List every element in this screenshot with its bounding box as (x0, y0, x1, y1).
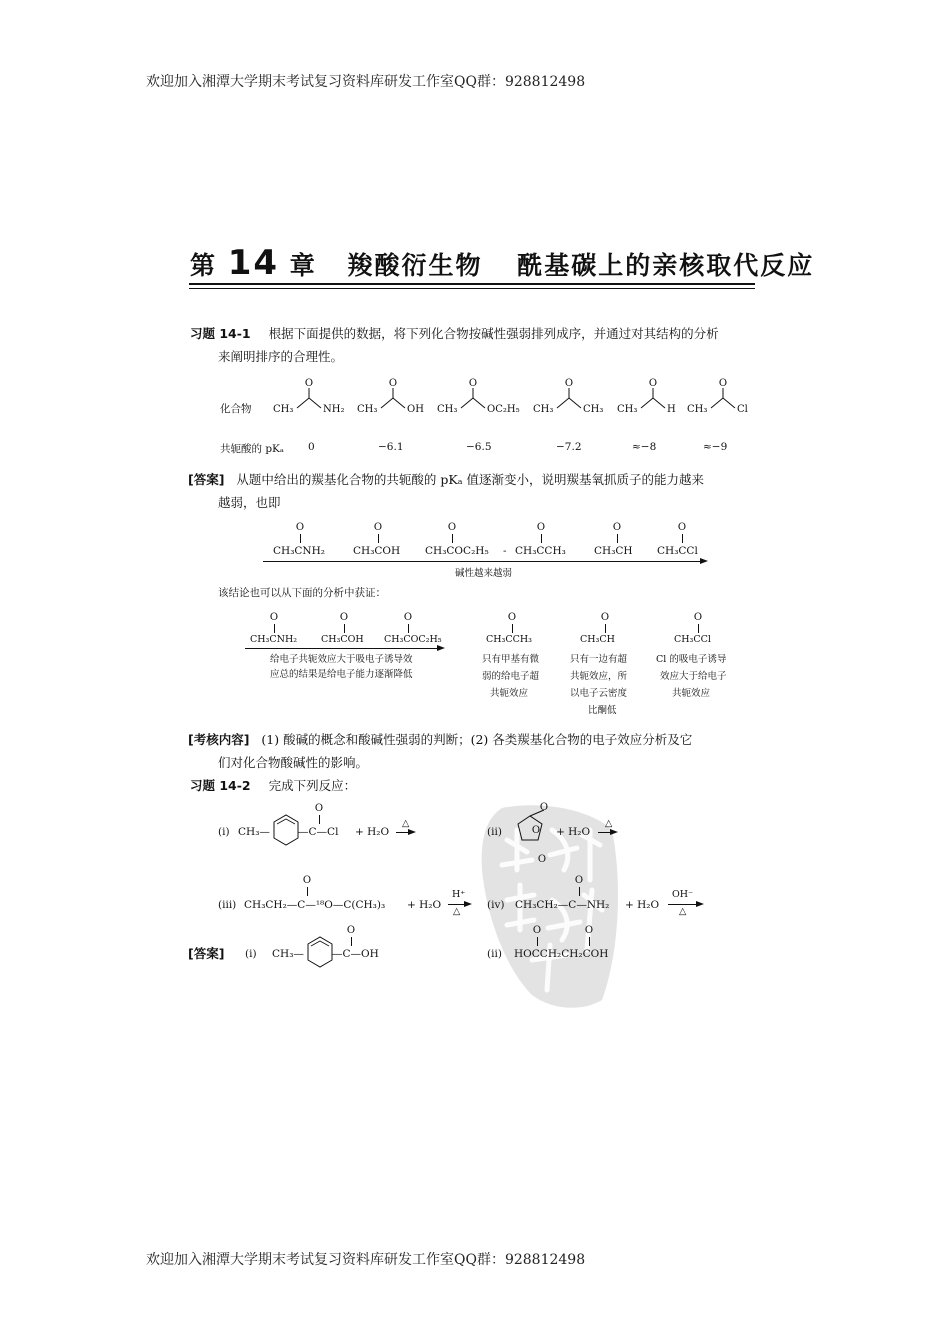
compound-2-right: OH (407, 404, 424, 415)
chapter-number: 14 (227, 243, 280, 283)
group2-oxygen: O (507, 612, 517, 623)
order-arrow-line (263, 561, 703, 562)
compound-1-right: NH₂ (323, 404, 345, 415)
order-bond-3 (452, 534, 453, 543)
answer-ii-oxygen-2: O (584, 925, 594, 936)
oxygen-label-1: O (304, 378, 314, 389)
answer-i-left: CH₃— (272, 948, 304, 960)
answer-i-oxygen: O (346, 925, 356, 936)
oxygen-label-6: O (718, 378, 728, 389)
bond-zigzag-2 (381, 398, 405, 408)
anhydride-oxygen-bottom: O (537, 854, 547, 865)
chapter-title (190, 243, 814, 283)
bond-zigzag-6 (711, 398, 735, 408)
order-oxygen-4: O (536, 522, 546, 533)
reaction-i-left: CH₃— (238, 826, 270, 838)
bond-zigzag-1 (297, 398, 321, 408)
answer-i-bond (351, 937, 352, 946)
answer-14-1-text2: 越弱，也即 (218, 495, 281, 510)
answer-14-2-label-text: [答案] (188, 946, 225, 961)
group3-oxygen: O (600, 612, 610, 623)
group1-bond-2 (344, 624, 345, 633)
exercise-14-1-line1 (190, 322, 719, 345)
group2-note-3: 共轭效应 (490, 688, 529, 699)
group3-note-1: 只有一边有超 (570, 654, 628, 665)
order-compound-4: CH₃CCH₃ (515, 545, 566, 557)
order-separator: - (503, 545, 507, 557)
reaction-iii-oxygen: O (302, 875, 312, 886)
group2-formula: CH₃CCH₃ (486, 634, 532, 645)
group4-oxygen: O (693, 612, 703, 623)
compound-5-right: H (667, 404, 676, 415)
answer-14-1-label: [答案] (188, 472, 225, 487)
group1-bond-3 (408, 624, 409, 633)
group2-bond (512, 624, 513, 633)
compound-4-left: CH₃ (533, 404, 554, 415)
exam-content-text1: (1) 酸碱的概念和酸碱性强弱的判断；(2) 各类羰基化合物的电子效应分析及它 (261, 732, 693, 747)
reaction-iv-bond (579, 887, 580, 896)
group3-note-3: 以电子云密度 (570, 688, 628, 699)
exercise-14-1-label: 习题 14-1 (190, 326, 251, 341)
reaction-i-right: —C—Cl (298, 826, 339, 838)
reaction-iii-bond (307, 887, 308, 896)
order-compound-6: CH₃CCl (657, 545, 698, 557)
reaction-iii-arrow-head (464, 901, 472, 907)
reaction-i-arrow-head (408, 829, 416, 835)
reaction-iv-arrow-line (668, 904, 698, 905)
answer-i-right: —C—OH (332, 948, 379, 960)
group4-note-2: 效应大于给电子 (660, 671, 727, 682)
group2-note-2: 弱的给电子超 (482, 671, 540, 682)
reaction-i-oxygen: O (314, 803, 324, 814)
pka-value-2: −6.1 (378, 441, 404, 453)
chapter-title-part1: 羧酸衍生物 (347, 251, 483, 280)
order-bond-1 (300, 534, 301, 543)
group4-note-1: Cl 的吸电子诱导 (656, 654, 727, 665)
group4-formula: CH₃CCl (674, 634, 711, 645)
reaction-iii-substrate: CH₃CH₂—C—¹⁸O—C(CH₃)₃ (244, 899, 386, 911)
oxygen-label-3: O (468, 378, 478, 389)
group1-oxygen-2: O (339, 612, 349, 623)
group4-bond (698, 624, 699, 633)
group1-note-line1: 给电子共轭效应大于吸电子诱导效 (270, 654, 413, 665)
answer-14-1-line1 (188, 468, 704, 491)
reaction-i-heat: △ (402, 818, 410, 829)
answer-ii-bond-1 (537, 937, 538, 946)
answer-ii-oxygen-1: O (532, 925, 542, 936)
compound-structures (265, 374, 755, 418)
answer-i-number: (i) (245, 948, 257, 960)
exercise-14-2-text: 完成下列反应： (268, 778, 357, 793)
compound-6-right: Cl (737, 404, 748, 415)
reaction-i-plus: + H₂O (355, 826, 390, 838)
compound-6-left: CH₃ (687, 404, 708, 415)
exercise-14-1-text1: 根据下面提供的数据，将下列化合物按碱性强弱排列成序，并通过对其结构的分析 (268, 326, 719, 341)
reaction-i-bond (319, 815, 320, 824)
reaction-iii-number: (iii) (218, 899, 237, 911)
answer-ii-product: HOCCH₂CH₂COH (514, 948, 609, 960)
bond-zigzag-4 (557, 398, 581, 408)
pka-value-6: ≈−9 (703, 441, 728, 453)
reaction-iv-number: (iv) (487, 899, 505, 911)
reaction-ii-heat: △ (605, 818, 613, 829)
group3-note-2: 共轭效应，所 (570, 671, 628, 682)
order-oxygen-2: O (373, 522, 383, 533)
group3-bond (605, 624, 606, 633)
pka-row-label: 共轭酸的 pKₐ (220, 443, 284, 455)
bond-zigzag-5 (641, 398, 665, 408)
oxygen-label-2: O (388, 378, 398, 389)
top-watermark-text: 欢迎加入湘潭大学期末考试复习资料库研发工作室QQ群：928812498 (146, 74, 586, 90)
group1-note-line2: 应总的结果是给电子能力逐渐降低 (270, 669, 413, 680)
answer-14-1-text1: 从题中给出的羰基化合物的共轭酸的 pKₐ 值逐渐变小，说明羰基氧抓质子的能力越来 (236, 472, 705, 487)
order-bond-5 (617, 534, 618, 543)
reaction-iv-base: OH⁻ (672, 889, 694, 900)
exam-content-text2: 们对化合物酸碱性的影响。 (218, 755, 369, 770)
reaction-iii-heat: △ (453, 906, 461, 917)
exercise-14-1-text2: 来阐明排序的合理性。 (218, 349, 344, 364)
pka-value-1: 0 (308, 441, 315, 453)
group1-compound-3: CH₃COC₂H₅ (384, 634, 442, 645)
group1-compound-2: CH₃COH (321, 634, 364, 645)
reaction-iv-oxygen: O (574, 875, 584, 886)
order-compound-5: CH₃CH (594, 545, 633, 557)
compound-3-right: OC₂H₅ (487, 404, 520, 415)
answer-ii-number: (ii) (487, 948, 502, 960)
order-bond-4 (541, 534, 542, 543)
chapter-suffix: 章 (289, 251, 317, 280)
pka-value-3: −6.5 (466, 441, 492, 453)
order-compound-1: CH₃CNH₂ (273, 545, 325, 557)
oxygen-label-4: O (564, 378, 574, 389)
chapter-prefix: 第 (190, 251, 218, 280)
anhydride-oxygen-ring: O (531, 825, 541, 836)
compound-5-left: CH₃ (617, 404, 638, 415)
pka-value-5: ≈−8 (632, 441, 657, 453)
oxygen-label-5: O (648, 378, 658, 389)
group4-note-3: 共轭效应 (672, 688, 711, 699)
order-bond-2 (378, 534, 379, 543)
order-oxygen-1: O (295, 522, 305, 533)
group3-formula: CH₃CH (580, 634, 615, 645)
exam-content-line1 (188, 728, 692, 751)
exercise-14-2-line (190, 774, 356, 797)
order-oxygen-3: O (447, 522, 457, 533)
bottom-watermark-text: 欢迎加入湘潭大学期末考试复习资料库研发工作室QQ群：928812498 (146, 1252, 586, 1268)
reaction-iii-plus: + H₂O (407, 899, 442, 911)
title-rule-thick (189, 283, 755, 285)
group1-arrow-head (437, 645, 445, 651)
conclusion-text: 该结论也可以从下面的分析中获证： (218, 587, 386, 599)
reaction-iv-substrate: CH₃CH₂—C—NH₂ (515, 899, 610, 911)
group3-note-4: 比酮低 (588, 705, 617, 716)
group1-oxygen-1: O (269, 612, 279, 623)
group1-oxygen-3: O (403, 612, 413, 623)
order-compound-3: CH₃COC₂H₅ (425, 545, 489, 557)
group1-arrow-line (245, 648, 439, 649)
pka-value-4: −7.2 (556, 441, 582, 453)
order-oxygen-5: O (612, 522, 622, 533)
anhydride-oxygen-top: O (539, 802, 549, 813)
reaction-iv-heat: △ (679, 906, 687, 917)
reaction-iv-arrow-head (696, 901, 704, 907)
answer-ii-bond-2 (589, 937, 590, 946)
title-rule-thin (189, 288, 755, 289)
reaction-i-number: (i) (218, 826, 230, 838)
compound-4-right: CH₃ (583, 404, 604, 415)
compound-row-label: 化合物 (220, 403, 252, 415)
compound-1-left: CH₃ (273, 404, 294, 415)
group1-bond-1 (274, 624, 275, 633)
exercise-14-2-label: 习题 14-2 (190, 778, 251, 793)
compound-2-left: CH₃ (357, 404, 378, 415)
bond-zigzag-3 (461, 398, 485, 408)
compound-3-left: CH₃ (437, 404, 458, 415)
order-arrow-head (700, 558, 708, 564)
reaction-ii-number: (ii) (487, 826, 502, 838)
succinic-anhydride-structure (508, 798, 558, 868)
chapter-title-part2: 酰基碳上的亲核取代反应 (517, 251, 815, 280)
order-compound-2: CH₃COH (353, 545, 401, 557)
answer-14-2-label (188, 942, 224, 965)
reaction-iii-catalyst: H⁺ (452, 889, 466, 900)
order-oxygen-6: O (677, 522, 687, 533)
group1-compound-1: CH₃CNH₂ (250, 634, 298, 645)
group2-note-1: 只有甲基有微 (482, 654, 540, 665)
order-bond-6 (682, 534, 683, 543)
reaction-iv-plus: + H₂O (625, 899, 660, 911)
order-caption: 碱性越来越弱 (455, 568, 513, 579)
reaction-ii-plus: + H₂O (556, 826, 591, 838)
exam-content-label: [考核内容] (188, 732, 250, 747)
reaction-ii-arrow-head (610, 829, 618, 835)
